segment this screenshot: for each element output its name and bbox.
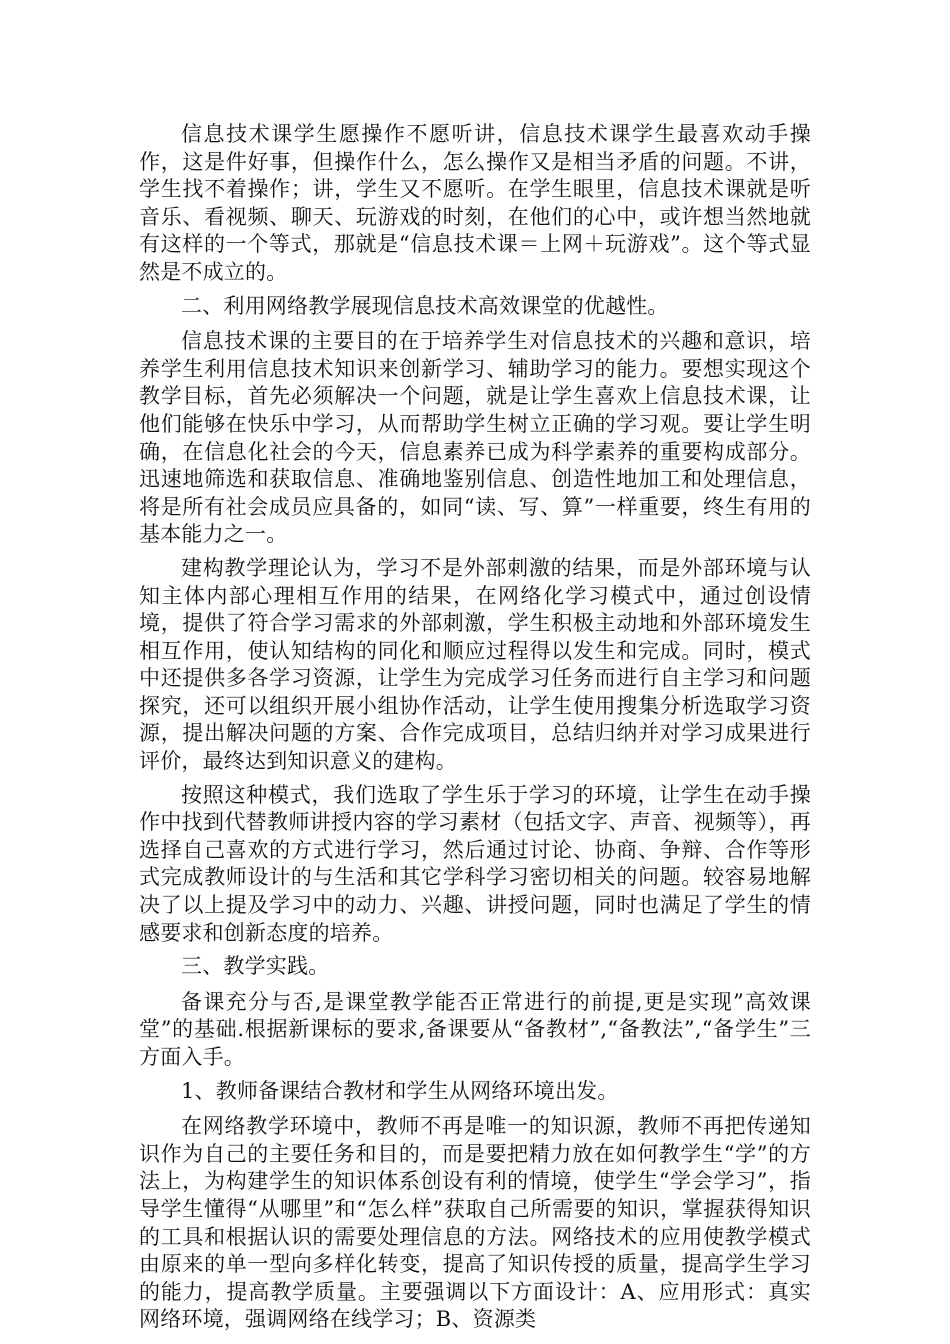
paragraph-network-teaching: 在网络教学环境中，教师不再是唯一的知识源，教师不再把传递知识作为自己的主要任务和目的，而是要把精力放在如何教学生“学”的方法上，为构建学生的知识体系创设有利的情境，使学生“学会学习”，指导学生懂得“从哪里”和“怎么样”获取自己所需要的知识，掌握获得知识的工具和根据认识的需要处理信息的方法。网络技术的应用使教学模式由原来的单一型向多样化转变，提高了知识传授的质量，提高学生学习的能力，提高教学质量。主要强调以下方面设计：A、应用形式：真实网络环境，强调网络在线学习；B、资源类 bbox=[139, 1114, 811, 1332]
section-heading-2: 二、利用网络教学展现信息技术高效课堂的优越性。 bbox=[181, 293, 669, 318]
subsection-heading-1: 1、教师备课结合教材和学生从网络环境出发。 bbox=[181, 1078, 619, 1103]
paragraph-constructivism: 建构教学理论认为，学习不是外部刺激的结果，而是外部环境与认知主体内部心理相互作用的结果，在网络化学习模式中，通过创设情境，提供了符合学习需求的外部刺激，学生积极主动地和外部环境发生相互作用，使认知结构的同化和顺应过程得以发生和完成。同时，模式中还提供多各学习资源，让学生为完成学习任务而进行自主学习和问题探究，还可以组织开展小组协作活动，让学生使用搜集分析选取学习资源，提出解决问题的方案、合作完成项目，总结归纳并对学习成果进行评价，最终达到知识意义的建构。 bbox=[139, 555, 811, 774]
paragraph-goal: 信息技术课的主要目的在于培养学生对信息技术的兴趣和意识，培养学生利用信息技术知识来创新学习、辅助学习的能力。要想实现这个教学目标，首先必须解决一个问题，就是让学生喜欢上信息技术课，让他们能够在快乐中学习，从而帮助学生树立正确的学习观。要让学生明确，在信息化社会的今天，信息素养已成为科学素养的重要构成部分。迅速地筛选和获取信息、准确地鉴别信息、创造性地加工和处理信息，将是所有社会成员应具备的，如同“读、写、算”一样重要，终生有用的基本能力之一。 bbox=[139, 329, 811, 547]
section-heading-3: 三、教学实践。 bbox=[181, 954, 330, 979]
paragraph-model: 按照这种模式，我们选取了学生乐于学习的环境，让学生在动手操作中找到代替教师讲授内容的学习素材（包括文字、声音、视频等），再选择自己喜欢的方式进行学习，然后通过讨论、协商、争辩、合作等形式完成教师设计的与生活和其它学科学习密切相关的问题。较容易地解决了以上提及学习中的动力、兴趣、讲授问题，同时也满足了学生的情感要求和创新态度的培养。 bbox=[139, 782, 811, 945]
paragraph-intro: 信息技术课学生愿操作不愿听讲，信息技术课学生最喜欢动手操作，这是件好事，但操作什么，怎么操作又是相当矛盾的问题。不讲，学生找不着操作；讲，学生又不愿听。在学生眼里，信息技术课就是听音乐、看视频、聊天、玩游戏的时刻，在他们的心中，或许想当然地就有这样的一个等式，那就是“信息技术课＝上网＋玩游戏”。这个等式显然是不成立的。 bbox=[139, 122, 811, 284]
document-body bbox=[139, 121, 811, 1340]
paragraph-lesson-prep: 备课充分与否,是课堂教学能否正常进行的前提,更是实现”高效课堂”的基础.根据新课标的要求,备课要从“备教材”,“备教法”,“备学生”三方面入手。 bbox=[139, 989, 811, 1069]
